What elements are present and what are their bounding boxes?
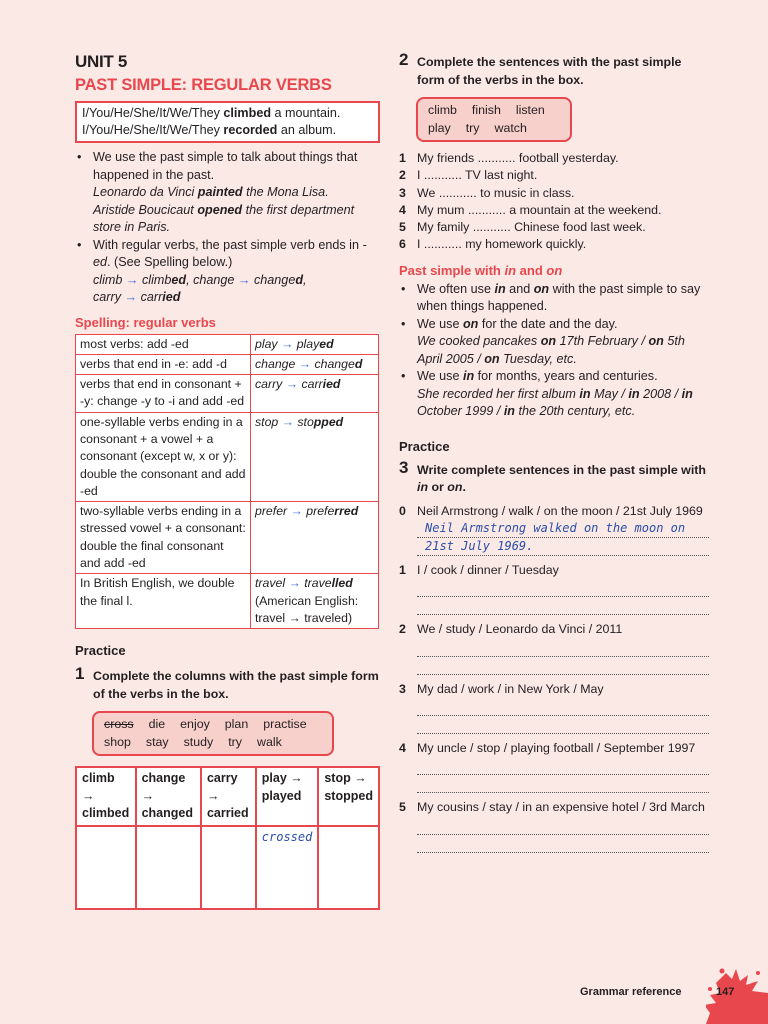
task-2-sentence: 2 I ........... TV last night.	[399, 168, 538, 183]
verb-column-cell[interactable]	[136, 826, 201, 909]
verb-column-cell[interactable]	[318, 826, 379, 909]
arrow-icon: →	[125, 272, 139, 287]
word-box-word: stay	[145, 734, 169, 749]
task-2-sentence: 4 My mum ........... a mountain at the weekend.	[399, 202, 662, 217]
word-box-word: study	[183, 734, 214, 749]
word-box-word: watch	[494, 120, 527, 135]
left-column	[75, 52, 380, 910]
task-2-sentences	[399, 150, 709, 254]
page-title: PAST SIMPLE: REGULAR VERBS	[75, 76, 332, 94]
arrow-icon: →	[124, 290, 138, 304]
spelling-example: carry → carried	[251, 375, 379, 413]
answer-blank[interactable]: ...........	[477, 151, 516, 165]
verb-column-header: climb → climbed	[76, 767, 136, 826]
spelling-rule: verbs that end in consonant + -y: change -y to -i and add -ed	[76, 375, 251, 413]
spelling-rule: one-syllable verbs ending in a consonant + a vowel + a consonant (except w, x or y): double the consonant and add -ed	[76, 412, 251, 501]
answer-line[interactable]	[417, 639, 709, 657]
spelling-rule: In British English, we double the final l.	[76, 574, 251, 629]
spelling-example: stop → stopped	[251, 412, 379, 501]
word-box-word: enjoy	[180, 717, 210, 732]
spelling-row	[76, 354, 379, 374]
spelling-example: travel → travelled (American English: travel → traveled)	[251, 574, 379, 629]
spelling-row	[76, 334, 379, 354]
task-3-items	[399, 503, 709, 853]
verb-column-cell[interactable]	[256, 826, 319, 909]
word-box-word: play	[428, 120, 451, 135]
spelling-example: play → played	[251, 334, 379, 354]
task-3-prompt: Neil Armstrong / walk / on the moon / 21st July 1969	[417, 503, 703, 518]
task-3-prompt: I / cook / dinner / Tuesday	[417, 563, 559, 578]
spelling-table	[75, 334, 379, 630]
word-box-word: climb	[428, 103, 457, 117]
task-3-prompt: My uncle / stop / playing football / September 1997	[417, 740, 696, 755]
spelling-row	[76, 502, 379, 574]
arrow-icon: →	[280, 336, 294, 351]
spelling-heading: Spelling: regular verbs	[75, 314, 216, 330]
word-box-word: try	[465, 120, 480, 135]
word-box-1	[92, 711, 334, 756]
practice-heading-2: Practice	[399, 438, 450, 454]
task-2-sentence: 6 I ........... my homework quickly.	[399, 237, 587, 252]
word-box-word: die	[148, 717, 166, 732]
verb-column-header: change → changed	[136, 767, 201, 826]
spelling-example: change → changed	[251, 354, 379, 374]
task-1-instruction: 1 Complete the columns with the past simple form of the verbs in the box.	[75, 664, 379, 701]
spelling-rule: most verbs: add -ed	[76, 334, 251, 354]
task-3-prompt: My cousins / stay / in an expensive hotel / 3rd March	[417, 800, 705, 815]
arrow-icon: →	[290, 504, 303, 519]
answer-line[interactable]	[417, 775, 709, 793]
word-box-word: practise	[263, 717, 307, 732]
arrow-icon: →	[281, 414, 294, 429]
example-box: I/You/He/She/It/We/They climbed a mountain. I/You/He/She/It/We/They recorded an album.	[75, 101, 380, 143]
task-3-item: 2 We / study / Leonardo da Vinci / 2011	[399, 621, 709, 674]
arrow-icon: →	[298, 356, 312, 371]
answer-blank[interactable]: ...........	[472, 220, 511, 235]
task-3-item: 4 My uncle / stop / playing football / September 1997	[399, 740, 709, 793]
answer-line[interactable]	[417, 817, 709, 835]
word-box-word: plan	[224, 717, 249, 732]
word-box-word: cross	[104, 717, 134, 732]
task-3-instruction: 3 Write complete sentences in the past simple with in or on.	[399, 457, 706, 495]
verb-column-header: carry → carried	[201, 767, 256, 826]
answer-line[interactable]	[417, 538, 709, 556]
verb-columns-table	[75, 766, 380, 910]
handwritten-answer: 21st July 1969.	[425, 539, 534, 554]
answer-line[interactable]	[417, 579, 709, 597]
task-3-item: 1 I / cook / dinner / Tuesday	[399, 562, 709, 615]
spelling-example: prefer → preferred	[251, 502, 379, 574]
word-box-word: walk	[257, 734, 282, 749]
page-number: 147	[716, 986, 735, 998]
arrow-icon: →	[288, 576, 301, 591]
unit-label: UNIT 5	[75, 52, 128, 71]
task-3-prompt: My dad / work / in New York / May	[417, 681, 604, 696]
task-2-sentence: 3 We ........... to music in class.	[399, 185, 575, 200]
answer-blank[interactable]: ...........	[423, 237, 462, 252]
task-3-item: 0 Neil Armstrong / walk / on the moon / 21st July 1969 Neil Armstrong walked on the moon on 21st July 1969.	[399, 503, 709, 556]
practice-heading: Practice	[75, 643, 126, 659]
arrow-icon: →	[285, 377, 299, 392]
right-column	[399, 50, 709, 853]
task-2-instruction: 2 Complete the sentences with the past simple form of the verbs in the box.	[399, 50, 682, 87]
rule-bullet-2: • With regular verbs, the past simple verb ends in -ed. (See Spelling below.) climb → climbed, change → changed, carry → carried	[75, 237, 380, 307]
task-2-sentence: 5 My family ........... Chinese food last week.	[399, 220, 646, 235]
word-box-2	[416, 97, 572, 142]
task-2-sentence: 1 My friends ........... football yesterday.	[399, 151, 619, 165]
word-box-word: listen	[515, 103, 545, 117]
handwritten-answer: crossed	[261, 829, 313, 844]
verb-column-header: stop → stopped	[318, 767, 379, 826]
task-3-item: 5 My cousins / stay / in an expensive hotel / 3rd March	[399, 799, 709, 852]
verb-column-cell[interactable]	[201, 826, 256, 909]
word-box-word: shop	[104, 734, 131, 749]
spelling-row	[76, 375, 379, 413]
spelling-rule: verbs that end in -e: add -d	[76, 354, 251, 374]
answer-line[interactable]	[417, 716, 709, 734]
arrow-icon: →	[237, 272, 251, 287]
spelling-rule: two-syllable verbs ending in a stressed vowel + a consonant: double the final consonant and add -ed	[76, 502, 251, 574]
answer-line[interactable]	[417, 757, 709, 775]
in-on-heading: Past simple with in and on	[399, 262, 563, 278]
answer-line[interactable]	[417, 698, 709, 716]
verb-column-cell[interactable]	[76, 826, 136, 909]
word-box-word: finish	[471, 103, 501, 117]
in-on-rules: • We often use in and on with the past simple to say when things happened. • We use on for the date and the day. We cooked pancakes on 17th February / on 5th April 2005 / on Tuesday, etc. • We use in for months, years and centuries. She recorded her first album in May / in 2008 / in October 1999 / in the 20th century, etc.	[399, 281, 709, 421]
handwritten-answer: Neil Armstrong walked on the moon on	[425, 521, 686, 536]
verb-column-header: play → played	[256, 767, 319, 826]
answer-line[interactable]	[417, 597, 709, 615]
rules-list	[75, 149, 380, 307]
answer-blank[interactable]: ...........	[423, 168, 462, 183]
answer-blank[interactable]: ...........	[438, 185, 477, 200]
rule-bullet-1: • We use the past simple to talk about things that happened in the past. Leonardo da Vinci painted the Mona Lisa. Aristide Boucicaut opened the first department store in Paris.	[75, 149, 380, 237]
footer-label: Grammar reference	[580, 986, 682, 998]
task-3-item: 3 My dad / work / in New York / May	[399, 681, 709, 734]
spelling-row	[76, 574, 379, 629]
answer-line[interactable]	[417, 520, 709, 538]
answer-blank[interactable]: ...........	[467, 202, 506, 217]
answer-line[interactable]	[417, 835, 709, 853]
word-box-word: try	[228, 734, 242, 749]
answer-line[interactable]	[417, 657, 709, 675]
task-3-prompt: We / study / Leonardo da Vinci / 2011	[417, 622, 623, 637]
spelling-row	[76, 412, 379, 501]
